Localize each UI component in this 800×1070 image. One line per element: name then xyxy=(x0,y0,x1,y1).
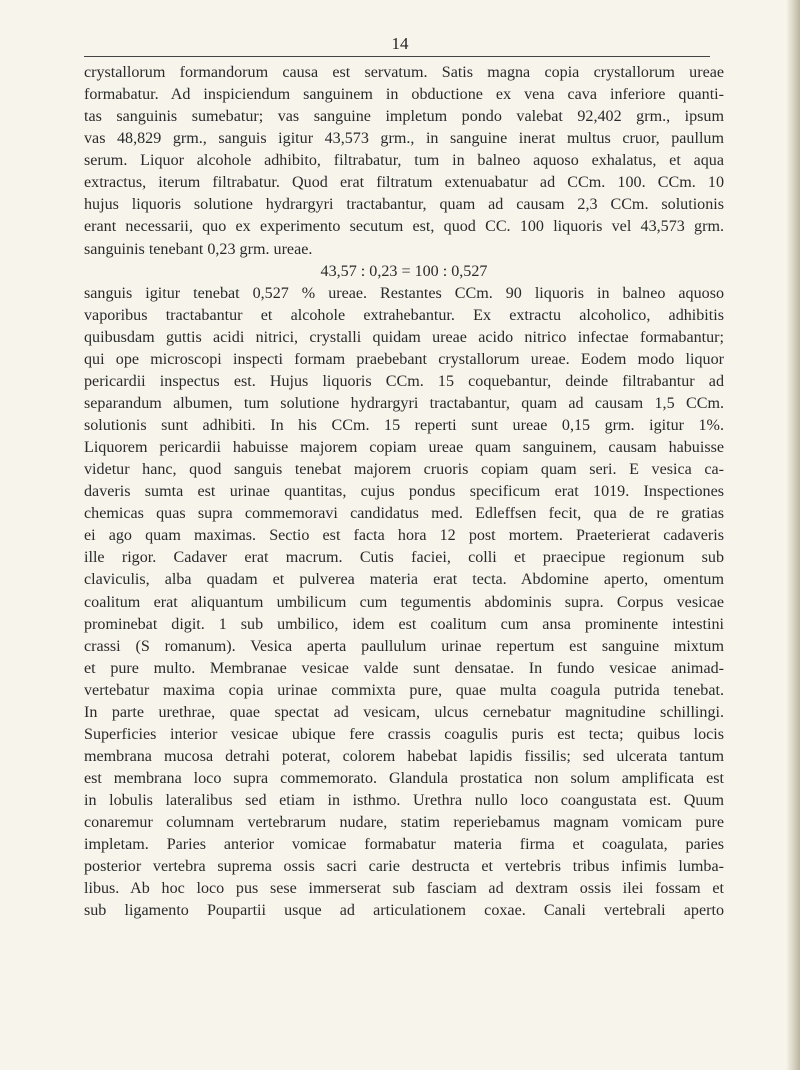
formula-line: 43,57 : 0,23 = 100 : 0,527 xyxy=(320,262,488,280)
text-line: pericardii inspectus est. Hujus liquoris CCm. 15 coquebantur, deinde filtrabantur ad xyxy=(84,372,724,390)
text-line: sanguinis tenebant 0,23 grm. ureae. xyxy=(84,240,313,258)
text-line: coalitum erat aliquantum umbilicum cum tegumentis abdominis supra. Corpus vesicae xyxy=(84,593,724,611)
text-line: separandum albumen, tum solutione hydrargyri tractabantur, quam ad causam 1,5 CCm. xyxy=(84,394,724,412)
text-line: in lobulis lateralibus sed etiam in isthmo. Urethra nullo loco coangustata est. Quum xyxy=(84,792,724,810)
text-line: ei ago quam maximas. Sectio est facta hora 12 post mortem. Praeterierat cadaveris xyxy=(84,527,724,545)
text-line: est membrana loco supra commemorato. Glandula prostatica non solum amplificata est xyxy=(84,770,724,787)
text-line: formabatur. Ad inspiciendum sanguinem in obductione ex vena cava inferiore quanti- xyxy=(84,86,724,104)
text-line: tas sanguinis sumebatur; vas sanguine impletum pondo valebat 92,402 grm., ipsum xyxy=(84,108,724,126)
text-line: daveris sumta est urinae quantitas, cujus pondus specificum erat 1019. Inspectiones xyxy=(84,483,724,501)
text-line: claviculis, alba quadam et pulverea materia erat tecta. Abdomine aperto, omentum xyxy=(84,571,724,589)
text-line: libus. Ab hoc loco pus sese immerserat sub fasciam ad dextram ossis ilei fossam et xyxy=(84,880,724,898)
text-line: membrana mucosa detrahi poterat, colorem habebat lapidis fissilis; sed ulcerata tantum xyxy=(84,747,724,765)
text-line: vertebatur maxima copia urinae commixta pure, quae multa coagula putrida tenebat. xyxy=(84,681,724,699)
text-line: vas 48,829 grm., sanguis igitur 43,573 grm., in sanguine inerat multus cruor, paullum xyxy=(84,130,724,148)
text-line: conaremur columnam vertebrarum nudare, statim reperiebamus magnam vomicam pure xyxy=(84,814,724,832)
text-line: quibusdam guttis acidi nitrici, crystalli quidam ureae acido nitrico infectae formabantur; xyxy=(84,328,724,346)
text-line: posterior vertebra suprema ossis sacri carie destructa et vertebris tribus infimis lumba- xyxy=(84,858,724,876)
text-line: extractus, iterum filtrabatur. Quod erat filtratum extenuabatur ad CCm. 100. CCm. 10 xyxy=(84,174,724,192)
text-line: ille rigor. Cadaver erat macrum. Cutis faciei, colli et praecipue regionum sub xyxy=(84,549,724,567)
page-number: 14 xyxy=(391,34,409,53)
text-line: prominebat digit. 1 sub umbilico, idem est coalitum cum ansa prominente intestini xyxy=(84,615,724,633)
text-line: sanguis igitur tenebat 0,527 % ureae. Restantes CCm. 90 liquoris in balneo aquoso xyxy=(84,284,724,302)
text-line: qui ope microscopi inspecti formam praebebant crystallorum ureae. Eodem modo liquor xyxy=(84,350,724,368)
text-line: solutionis sunt adhibiti. In his CCm. 15 reperti sunt ureae 0,15 grm. igitur 1%. xyxy=(84,417,724,434)
text-line: et pure multo. Membranae vesicae valde sunt densatae. In fundo vesicae animad- xyxy=(84,659,724,677)
text-line: crystallorum formandorum causa est servatum. Satis magna copia crystallorum ureae xyxy=(84,64,724,81)
text-line: vaporibus tractabantur et alcohole extrahebantur. Ex extractu alcoholico, adhibitis xyxy=(84,306,724,324)
text-line: chemicas quas supra commemoravi candidatus med. Edleffsen fecit, qua de re gratias xyxy=(84,505,724,523)
text-line: sub ligamento Poupartii usque ad articulationem coxae. Canali vertebrali aperto xyxy=(84,902,724,920)
text-line: Liquorem pericardii habuisse majorem copiam ureae quam sanguinem, causam habuisse xyxy=(84,439,724,457)
text-line: videtur hanc, quod sanguis tenebat majorem cruoris copiam quam seri. E vesica ca- xyxy=(84,461,724,479)
text-line: hujus liquoris solutione hydrargyri tractabantur, quam ad causam 2,3 CCm. solutionis xyxy=(84,196,724,214)
page-edge-shadow xyxy=(786,0,800,1070)
text-line: In parte urethrae, quae spectat ad vesicam, ulcus cernebatur magnitudine schillingi. xyxy=(84,703,724,721)
header-rule xyxy=(84,56,710,57)
text-line: Superficies interior vesicae ubique fere crassis coagulis puris est tecta; quibus locis xyxy=(84,725,724,743)
text-line: serum. Liquor alcohole adhibito, filtrabatur, tum in balneo aquoso exhalatus, et aqua xyxy=(84,152,724,170)
body-text xyxy=(84,62,724,922)
text-line: crassi (S romanum). Vesica aperta paullulum urinae repertum est sanguine mixtum xyxy=(84,637,724,655)
text-line: erant necessarii, quo ex experimento secutum est, quod CC. 100 liquoris vel 43,573 grm. xyxy=(84,218,724,236)
text-line: impletam. Paries anterior vomicae formabatur materia firma et coagulata, paries xyxy=(84,836,724,854)
